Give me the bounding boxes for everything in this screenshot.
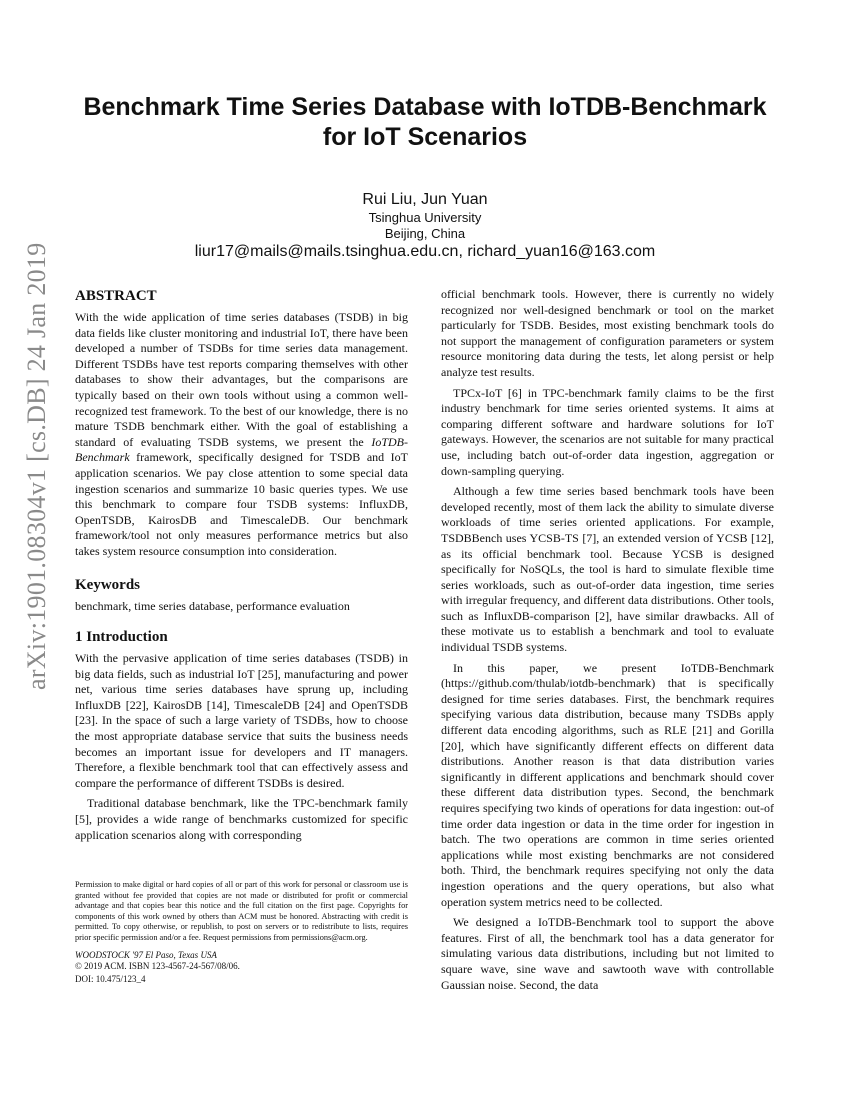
keywords-heading: Keywords	[75, 576, 140, 593]
copyright-footnote	[75, 880, 408, 986]
right-paragraph-3: Although a few time series based benchmark tools have been developed recently, most of them lack the ability to simulate diverse workloads of time series oriented applications. For example, TSDBBench uses YCSB-TS [7], an extended version of YCSB [12], as its official benchmark tool. Because YCSB is designed specifically for NoSQLs, the tool is hard to simulate flexible time series workloads, such as out-of-order data ingestion, time series with irregular frequency, and different data distributions. Other tools, such as InfluxDB-comparison [2], have similar drawbacks. All of these motivate us to establish a benchmark and tool to evaluate individual TSDB systems.	[441, 484, 774, 655]
intro-paragraph-1: With the pervasive application of time series databases (TSDB) in big data fields, such as industrial IoT [25], manufacturing and power net, various time series databases have sprung up, including InfluxDB [22], KairosDB [14], TimescaleDB [24] and OpenTSDB [23]. In the space of such a large variety of TSDBs, how to choose the most appropriate database service that suits the business needs becomes an important issue for developers and IT managers. Therefore, a flexible benchmark tool that can effectively assess and compare the performance of different TSDBs is desired.	[75, 651, 408, 790]
abstract-text-after: framework, specifically designed for TSDB and IoT application scenarios. We pay close attention to some special data ingestion scenarios and summarize 10 basic queries types. We use this benchmark to compare four TSDB systems: InfluxDB, OpenTSDB, KairosDB and TimescaleDB. Our benchmark framework/tool not only measures performance metrics but also takes system resource consumption into consideration.	[75, 450, 408, 558]
author-block	[0, 190, 850, 262]
right-paragraph-1: official benchmark tools. However, there is currently no widely recognized nor well-designed benchmark or tool on the market particularly for TSDB. Besides, most existing benchmark tools do not support the management of configuration parameters or system resource monitoring data during the tests, let along persist or help analyze test results.	[441, 287, 774, 379]
doi-line: DOI: 10.475/123_4	[75, 974, 146, 985]
keywords-text: benchmark, time series database, performance evaluation	[75, 598, 350, 613]
right-paragraph-2: TPCx-IoT [6] in TPC-benchmark family claims to be the first industry benchmark for time series oriented systems. It aims at comparing different software and hardware solutions for IoT gateways. However, the scenarios are not suitable for many practical use, including batch out-of-order data ingestion, aggregation or down-sampling querying.	[441, 385, 774, 478]
title-line-1: Benchmark Time Series Database with IoTDB-Benchmark	[83, 93, 767, 121]
right-paragraph-5: We designed a IoTDB-Benchmark tool to support the above features. First of all, the benchmark tool has a data generator for simulating various data distributions, including but not limited to square wave, sine wave and sawtooth wave with controllable Gaussian noise. Second, the data	[441, 915, 774, 992]
paper-title	[0, 92, 850, 152]
left-column	[75, 287, 408, 843]
abstract-heading: ABSTRACT	[75, 288, 157, 304]
intro-paragraph-2: Traditional database benchmark, like the TPC-benchmark family [5], provides a wide range of benchmarks customized for specific application scenarios along with corresponding	[75, 796, 408, 842]
right-column	[441, 287, 774, 993]
author-names: Rui Liu, Jun Yuan	[362, 191, 488, 208]
abstract-text	[75, 310, 408, 560]
intro-heading: 1 Introduction	[75, 629, 168, 646]
venue-line: WOODSTOCK '97 El Paso, Texas USA	[75, 949, 217, 960]
permission-notice: Permission to make digital or hard copies of all or part of this work for personal or classroom use is granted without fee provided that copies are not made or distributed for profit or commercial advantage and that copies bear this notice and the full citation on the first page. Copyrights for components of this work owned by others than ACM must be honored. Abstracting with credit is permitted. To copy otherwise, or republish, to post on servers or to redistribute to lists, requires prior specific permission and/or a fee. Request permissions from permissions@acm.org.	[75, 880, 408, 942]
abstract-emph: IoTDB-Benchmark	[75, 434, 408, 465]
title-line-2: for IoT Scenarios	[322, 123, 528, 151]
author-location: Beijing, China	[384, 226, 466, 241]
copyright-line: © 2019 ACM. ISBN 123-4567-24-567/08/06.	[75, 961, 240, 972]
author-email[interactable]: liur17@mails@mails.tsinghua.edu.cn, richard_yuan16@163.com	[194, 243, 656, 260]
right-paragraph-4: In this paper, we present IoTDB-Benchmark (https://github.com/thulab/iotdb-benchmark) that is specifically designed for time series databases. First, the benchmark requires specifying various data distribution, because many TSDBs apply different data encoding algorithms, such as RLE [21] and Gorilla [20], which have significantly different effects on different data distributions. Another reason is that data distribution varies significantly in different applications and benchmark should cover these different data distribution types. Second, the benchmark requires specifying two kinds of operations for data ingestion: out-of time order data ingestion or data in the time order for ingestion in batch. The two operations are common in time series oriented applications while most existing benchmarks are not considered both. Third, the benchmark requires specifying not only the data ingestion operations and the query operations, but also what operation system metrics need to be collected.	[441, 660, 774, 909]
abstract-text-before: With the wide application of time series databases (TSDB) in big data fields like cluster monitoring and industrial IoT, there have been developed a number of TSDBs for time series data management. Different TSDBs have test reports comparing themselves with other databases to show their advantages, but the comparisons are typically based on their own tools without using a common well-recognized test framework. To the best of our knowledge, there is no mature TSDB benchmark either. With the goal of establishing a standard of evaluating TSDB systems, we present the	[75, 310, 408, 449]
arxiv-side-stamp: arXiv:1901.08304v1 [cs.DB] 24 Jan 2019	[22, 242, 51, 690]
author-affiliation: Tsinghua University	[368, 210, 482, 225]
